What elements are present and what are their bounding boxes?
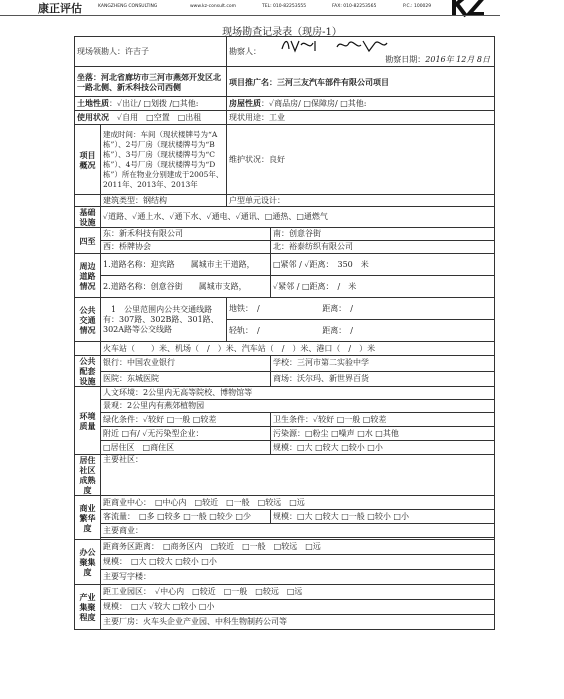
surveyor-cell bbox=[227, 37, 495, 67]
address-text: 坐落：河北省廊坊市三河市燕郊开发区北一路北侧、新禾科技公司西侧 bbox=[77, 71, 221, 92]
current-use: 现状用途：工业 bbox=[229, 112, 285, 122]
light-rail-distance: 距离： / bbox=[322, 325, 353, 335]
commerce-flow: 客流量： □多 □较多 □一般 □较少 □少 bbox=[101, 510, 271, 524]
brand-name: 康正评估 bbox=[38, 2, 82, 15]
current-use-cell bbox=[227, 111, 495, 125]
bound-north: 北：裕泰纺织有限公司 bbox=[271, 241, 495, 254]
built-time: 建成时间：车间（现状楼牌号为“A栋”）、2号厂房（现状楼牌号为“B栋”）、3号厂房（现状楼牌号为“C栋”）、4号厂房（现状楼牌号为“D栋”）所在物业分别建成于2005年、2011年、2013年、2013年 bbox=[101, 125, 227, 195]
env-scenery: 景观：2公里内有燕郊植物园 bbox=[101, 400, 495, 413]
hospital: 医院：东城医院 bbox=[101, 371, 271, 387]
house-cell: 房屋性质：✓商品房/ □保障房/ □其他: bbox=[227, 97, 495, 111]
overview-label-cont bbox=[75, 195, 101, 207]
land-value: ✓出让/ □划拨 /□其他: bbox=[117, 99, 199, 108]
lightrail-cell bbox=[227, 320, 495, 342]
address-cell bbox=[75, 67, 227, 97]
use-cell bbox=[75, 111, 227, 125]
industry-label: 产业集聚程度 bbox=[75, 585, 101, 630]
subway: 地铁： / bbox=[229, 303, 260, 313]
commerce-main: 主要商业： bbox=[101, 524, 495, 538]
leader-cell bbox=[75, 37, 227, 67]
surveyor-label: 勘察人： bbox=[229, 46, 261, 56]
overview-label: 项目概况 bbox=[75, 125, 101, 195]
infra-value: ✓道路、✓通上水、✓通下水、✓通电、✓通讯、□通热、□通燃气 bbox=[101, 207, 495, 228]
tel: TEL: 010-82253555 bbox=[262, 4, 307, 9]
fax: FAX: 010-82253565 bbox=[332, 4, 377, 9]
industry-main: 主要厂房：火车头企业产业园、中科生物制药公司等 bbox=[101, 615, 495, 630]
postcode: P.C.: 100029 bbox=[403, 4, 432, 9]
commerce-center: 距商业中心： □中心内 □较近 □一般 □较远 □远 bbox=[101, 496, 495, 510]
industry-scale: 规模： □大 ✓较大 □较小 □小 bbox=[101, 600, 495, 615]
office-main: 主要写字楼： bbox=[101, 570, 495, 585]
traffic-label-cont bbox=[75, 342, 101, 356]
env-nearby: 附近 □有/ ✓无污染型企业： bbox=[101, 427, 271, 441]
env-pollution: 污染源：□粉尘 □噪声 □水 □其他 bbox=[271, 427, 495, 441]
env-label: 环境质量 bbox=[75, 387, 101, 455]
bus-lines: 1 公里范围内公共交通线路有：307路、302B路、301路、302A路等公交线路 bbox=[101, 298, 227, 342]
env-green: 绿化条件：✓较好 □一般 □较差 bbox=[101, 413, 271, 427]
community-type: □居住区 □商住区 bbox=[101, 441, 271, 455]
bounds-label: 四至 bbox=[75, 228, 101, 254]
leader-text: 现场领勘人：许吉子 bbox=[77, 46, 149, 56]
office-scale: 规模： □大 □较大 □较小 □小 bbox=[101, 555, 495, 570]
unit-design: 户型单元设计： bbox=[227, 195, 495, 207]
subway-cell bbox=[227, 298, 495, 320]
brand-english: KANGZHENG CONSULTING bbox=[98, 4, 158, 9]
traffic-label: 公共交通情况 bbox=[75, 298, 101, 342]
road-2: 2.道路名称：创意谷街 属城市支路， bbox=[101, 276, 271, 298]
mall: 商场：沃尔玛、新世界百货 bbox=[271, 371, 495, 387]
subway-distance: 距离： / bbox=[322, 303, 353, 313]
office-label: 办公聚集度 bbox=[75, 540, 101, 585]
industry-dist: 距工业园区： ✓中心内 □较近 □一般 □较远 □远 bbox=[101, 585, 495, 600]
commerce-scale: 规模：□大 □较大 □一般 □较小 □小 bbox=[271, 510, 495, 524]
community-main: 主要社区： bbox=[101, 455, 495, 496]
structure-type: 建筑类型：钢结构 bbox=[101, 195, 227, 207]
road-2-dist: ✓紧邻 / □距离： / 米 bbox=[271, 276, 495, 298]
surveyor-signature bbox=[279, 37, 429, 55]
website: www.kz-consult.com bbox=[190, 4, 236, 9]
bound-south: 南：创意谷街 bbox=[271, 228, 495, 241]
facilities-label: 公共配套设施 bbox=[75, 356, 101, 387]
road-1-dist: □紧邻 / ✓距离： 350 米 bbox=[271, 254, 495, 276]
letterhead bbox=[0, 0, 564, 17]
survey-form bbox=[74, 36, 495, 630]
house-value: ✓商品房/ □保障房/ □其他: bbox=[269, 99, 367, 108]
survey-date-label: 勘察日期： bbox=[385, 55, 426, 64]
stations: 火车站（ ）米、机场（ / ）米、汽车站（ / ）米、港口（ / ）米 bbox=[101, 342, 495, 356]
office-dist: 距商务区距离： □商务区内 □较近 □一般 □较远 □远 bbox=[101, 540, 495, 555]
use-label: 使用状况 bbox=[77, 112, 109, 122]
roads-label: 周边道路情况 bbox=[75, 254, 101, 298]
bank: 银行：中国农业银行 bbox=[101, 356, 271, 372]
land-label: 土地性质 bbox=[77, 98, 109, 108]
community-label: 居住社区成熟度 bbox=[75, 455, 101, 496]
community-scale: 规模：□大 □较大 □较小 □小 bbox=[271, 441, 495, 455]
maintenance: 维护状况：良好 bbox=[227, 125, 495, 195]
bound-east: 东：新禾科技有限公司 bbox=[101, 228, 271, 241]
env-sanitation: 卫生条件：✓较好 □一般 □较差 bbox=[271, 413, 495, 427]
bound-west: 西：桥牌协会 bbox=[101, 241, 271, 254]
use-value: ✓自用 □空置 □出租 bbox=[117, 113, 202, 122]
house-label: 房屋性质 bbox=[229, 98, 261, 108]
light-rail: 轻轨： / bbox=[229, 325, 260, 335]
land-cell: 土地性质：✓出让/ □划拨 /□其他: bbox=[75, 97, 227, 111]
project-name-cell bbox=[227, 67, 495, 97]
commerce-label: 商业繁华度 bbox=[75, 496, 101, 540]
project-name-text: 项目推广名：三河三友汽车部件有限公司项目 bbox=[229, 76, 389, 87]
road-1: 1.道路名称：迎宾路 属城市主干道路， bbox=[101, 254, 271, 276]
school: 学校：三河市第二实验中学 bbox=[271, 356, 495, 372]
infra-label: 基础设施 bbox=[75, 207, 101, 228]
page-title: 现场勘查记录表（现房-1） bbox=[222, 27, 342, 38]
env-culture: 人文环境：2公里内无高等院校、博物馆等 bbox=[101, 387, 495, 400]
survey-date-value: 2016年 12月 8日 bbox=[425, 55, 490, 64]
header-rule bbox=[0, 15, 500, 16]
